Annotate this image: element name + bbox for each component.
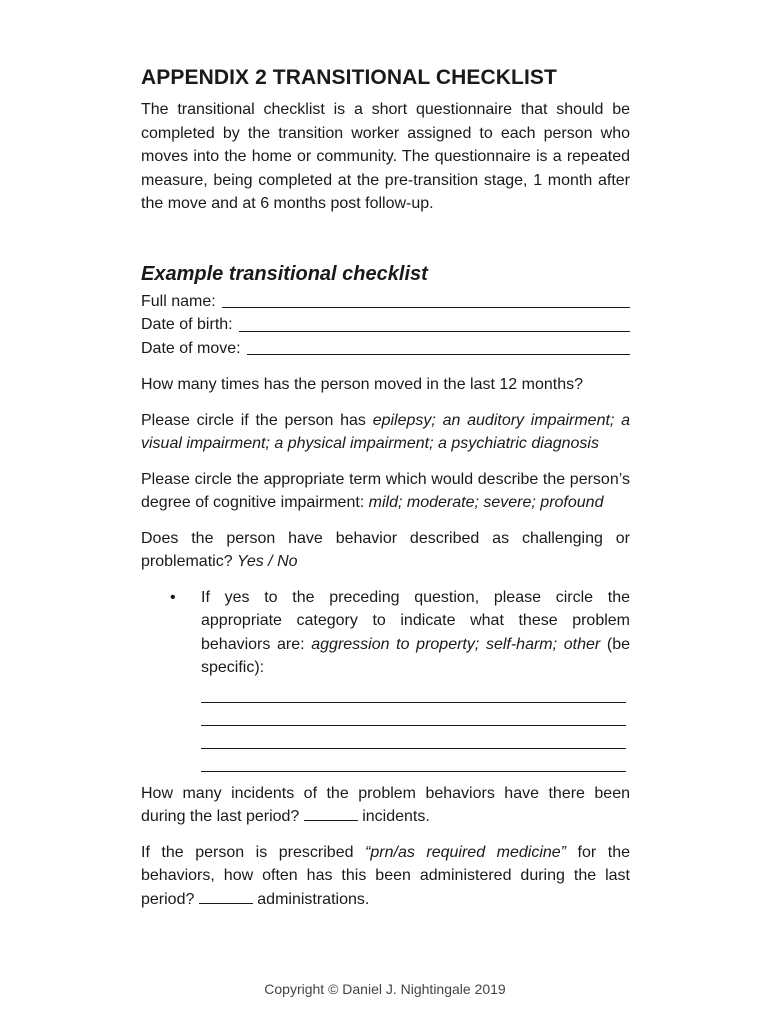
bullet-text [201,586,630,680]
full-name-row [141,290,630,314]
incidents-prefix: How many incidents of the problem behaviors have there been during the last period? [141,784,630,825]
copyright-footer: Copyright © Daniel J. Nightingale 2019 [264,981,506,997]
prn-prefix: If the person is prescribed [141,843,366,861]
write-in-line[interactable] [201,726,626,749]
bullet-prefix: If yes to the preceding question, please circle the appropriate category to indicate what these problem behaviors are: [201,588,630,653]
write-in-line[interactable] [201,703,626,726]
conditions-prefix: Please circle if the person has [141,411,373,429]
date-of-move-field[interactable] [247,338,630,355]
document-page [141,64,630,923]
conditions-options[interactable]: epilepsy; an auditory impairment; a visual impairment; a physical impairment; a psychiatric diagnosis [141,411,631,452]
full-name-label: Full name: [141,292,216,310]
question-incidents [141,782,630,829]
write-in-line[interactable] [201,749,626,772]
question-conditions [141,409,630,456]
bullet-item [141,586,630,772]
full-name-field[interactable] [222,291,630,308]
write-in-line[interactable] [201,680,626,703]
bullet-icon: • [170,588,176,606]
cognitive-prefix: Please circle the appropriate term which would describe the person’s degree of cognitive impairment: [141,470,630,511]
question-behavior [141,527,630,574]
prn-middle: for the behaviors, how often has this been administered during the last period? [141,843,631,908]
behavior-prefix: Does the person have behavior described as challenging or problematic? [141,529,630,570]
behavior-options[interactable]: Yes / No [237,553,298,570]
page-title: APPENDIX 2 TRANSITIONAL CHECKLIST [141,66,557,89]
date-of-move-row [141,337,630,361]
prn-suffix: administrations. [252,890,370,908]
date-of-birth-field[interactable] [239,315,630,332]
question-prn [141,841,630,912]
intro-paragraph: The transitional checklist is a short questionnaire that should be completed by the transition worker assigned to each person who moves into the home or community. The questionnaire is a repeated measure, being completed at the pre-transition stage, 1 month after the move and at 6 months post follow-up. [141,101,630,212]
prn-quote: “prn/as required medicine” [365,843,566,861]
bullet-options[interactable]: aggression to property; self-harm; other [311,635,601,653]
question-moves: How many times has the person moved in the last 12 months? [141,376,583,393]
bullet-suffix: (be specific): [201,635,630,676]
bullet-body [201,586,630,772]
date-of-move-label: Date of move: [141,339,241,357]
prn-blank[interactable] [199,889,253,904]
date-of-birth-label: Date of birth: [141,316,233,333]
section-subheading: Example transitional checklist [141,262,428,285]
question-cognitive [141,468,630,515]
incidents-suffix: incidents. [357,808,430,825]
cognitive-options[interactable]: mild; moderate; severe; profound [368,494,604,511]
identity-fields [141,290,630,361]
date-of-birth-row [141,313,630,337]
incidents-blank[interactable] [304,806,358,821]
